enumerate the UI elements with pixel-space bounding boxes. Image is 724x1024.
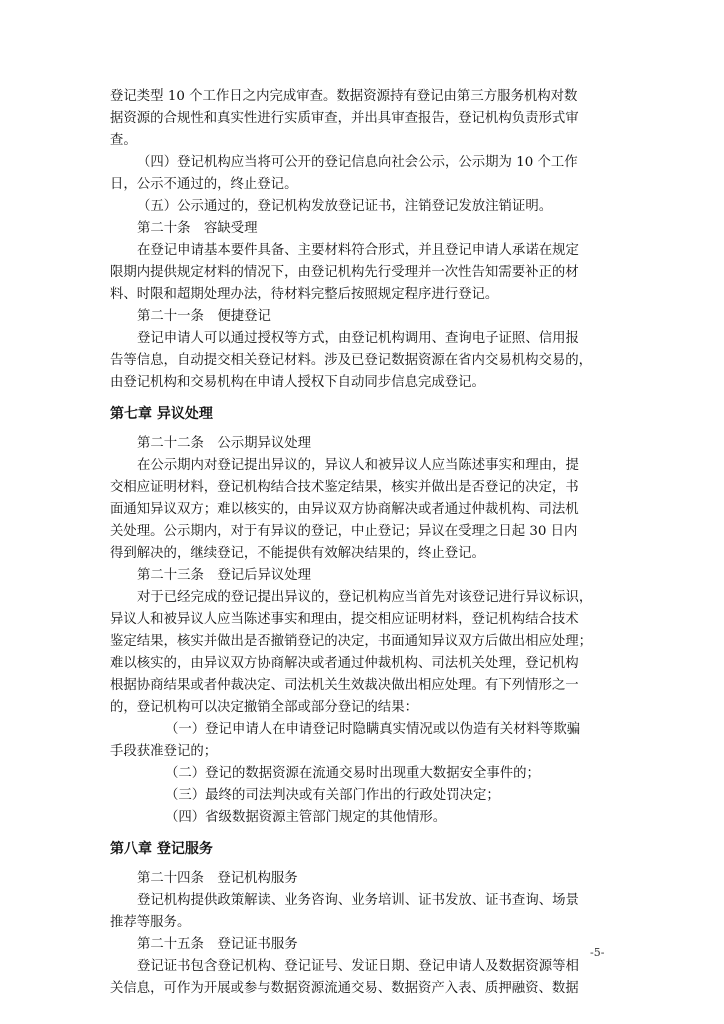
paragraph-block-3 (110, 868, 616, 1000)
document-body (110, 86, 616, 1000)
page-number: -5- (590, 946, 605, 959)
text-line: 根据协商结果或者仲裁决定、司法机关生效裁决做出相应处理。有下列情形之一 (110, 678, 579, 693)
text-line: 第二十二条 公示期异议处理 (137, 436, 312, 451)
text-line: 第二十五条 登记证书服务 (137, 937, 298, 952)
text-line: 鉴定结果，核实并做出是否撤销登记的决定，书面通知异议双方后做出相应处理； (110, 634, 593, 649)
text-line: 登记申请人可以通过授权等方式，由登记机构调用、查询电子证照、信用报 (137, 331, 579, 346)
text-line: 手段获准登记的； (110, 744, 218, 759)
text-line: 由登记机构和交易机构在申请人授权下自动同步信息完成登记。 (110, 375, 485, 390)
text-line: 第二十一条 便捷登记 (137, 309, 271, 324)
text-line: 在公示期内对登记提出异议的，异议人和被异议人应当陈述事实和理由，提 (137, 458, 579, 473)
text-line: 得到解决的，继续登记，不能提供有效解决结果的，终止登记。 (110, 546, 485, 561)
text-line: 面通知异议双方；难以核实的，由异议双方协商解决或者通过仲裁机构、司法机 (110, 502, 579, 517)
text-line: 料、时限和超期处理办法，待材料完整后按照规定程序进行登记。 (110, 287, 499, 302)
paragraph-block-1 (110, 86, 616, 394)
text-line: 的，登记机构可以决定撤销全部或部分登记的结果： (110, 700, 418, 715)
text-line: 登记机构提供政策解读、业务咨询、业务培训、证书发放、证书查询、场景 (137, 893, 579, 908)
text-line: 关信息，可作为开展或参与数据资源流通交易、数据资产入表、质押融资、数据 (110, 981, 579, 996)
text-line: 交相应证明材料，登记机构结合技术鉴定结果，核实并做出是否登记的决定，书 (110, 480, 579, 495)
text-line: 异议人和被异议人应当陈述事实和理由，提交相应证明材料，登记机构结合技术 (110, 612, 579, 627)
text-line: 在登记申请基本要件具备、主要材料符合形式，并且登记申请人承诺在规定 (137, 243, 579, 258)
text-line: 限期内提供规定材料的情况下，由登记机构先行受理并一次性告知需要补正的材 (110, 265, 579, 280)
text-line: 登记证书包含登记机构、登记证号、发证日期、登记申请人及数据资源等相 (137, 959, 579, 974)
text-line: （三）最终的司法判决或有关部门作出的行政处罚决定； (165, 788, 500, 803)
text-line: 查。 (110, 133, 137, 148)
text-line: （二）登记的数据资源在流通交易时出现重大数据安全事件的； (165, 766, 540, 781)
text-line: 难以核实的，由异议双方协商解决或者通过仲裁机构、司法机关处理，登记机构 (110, 656, 579, 671)
text-line: 据资源的合规性和真实性进行实质审查，并出具审查报告，登记机构负责形式审 (110, 111, 579, 126)
text-line: （一）登记申请人在申请登记时隐瞒真实情况或以伪造有关材料等欺骗 (165, 722, 581, 737)
chapter-heading-7: 第七章 异议处理 (110, 406, 213, 422)
text-line: （四）省级数据资源主管部门规定的其他情形。 (165, 810, 447, 825)
text-line: 登记类型 10 个工作日之内完成审查。数据资源持有登记由第三方服务机构对数 (110, 89, 578, 104)
text-line: （四）登记机构应当将可公开的登记信息向社会公示，公示期为 10 个工作 (137, 155, 578, 170)
text-line: 第二十四条 登记机构服务 (137, 871, 298, 886)
text-line: 对于已经完成的登记提出异议的，登记机构应当首先对该登记进行异议标识， (137, 590, 593, 605)
text-line: 告等信息，自动提交相关登记材料。涉及已登记数据资源在省内交易机构交易的， (110, 353, 593, 368)
paragraph-block-2 (110, 433, 616, 829)
text-line: （五）公示通过的，登记机构发放登记证书，注销登记发放注销证明。 (137, 199, 553, 214)
text-line: 第二十条 容缺受理 (137, 221, 258, 236)
chapter-heading-8: 第八章 登记服务 (110, 841, 213, 857)
text-line: 推荐等服务。 (110, 915, 191, 930)
text-line: 关处理。公示期内，对于有异议的登记，中止登记；异议在受理之日起 30 日内 (110, 524, 578, 539)
text-line: 日，公示不通过的，终止登记。 (110, 177, 298, 192)
text-line: 第二十三条 登记后异议处理 (137, 568, 312, 583)
